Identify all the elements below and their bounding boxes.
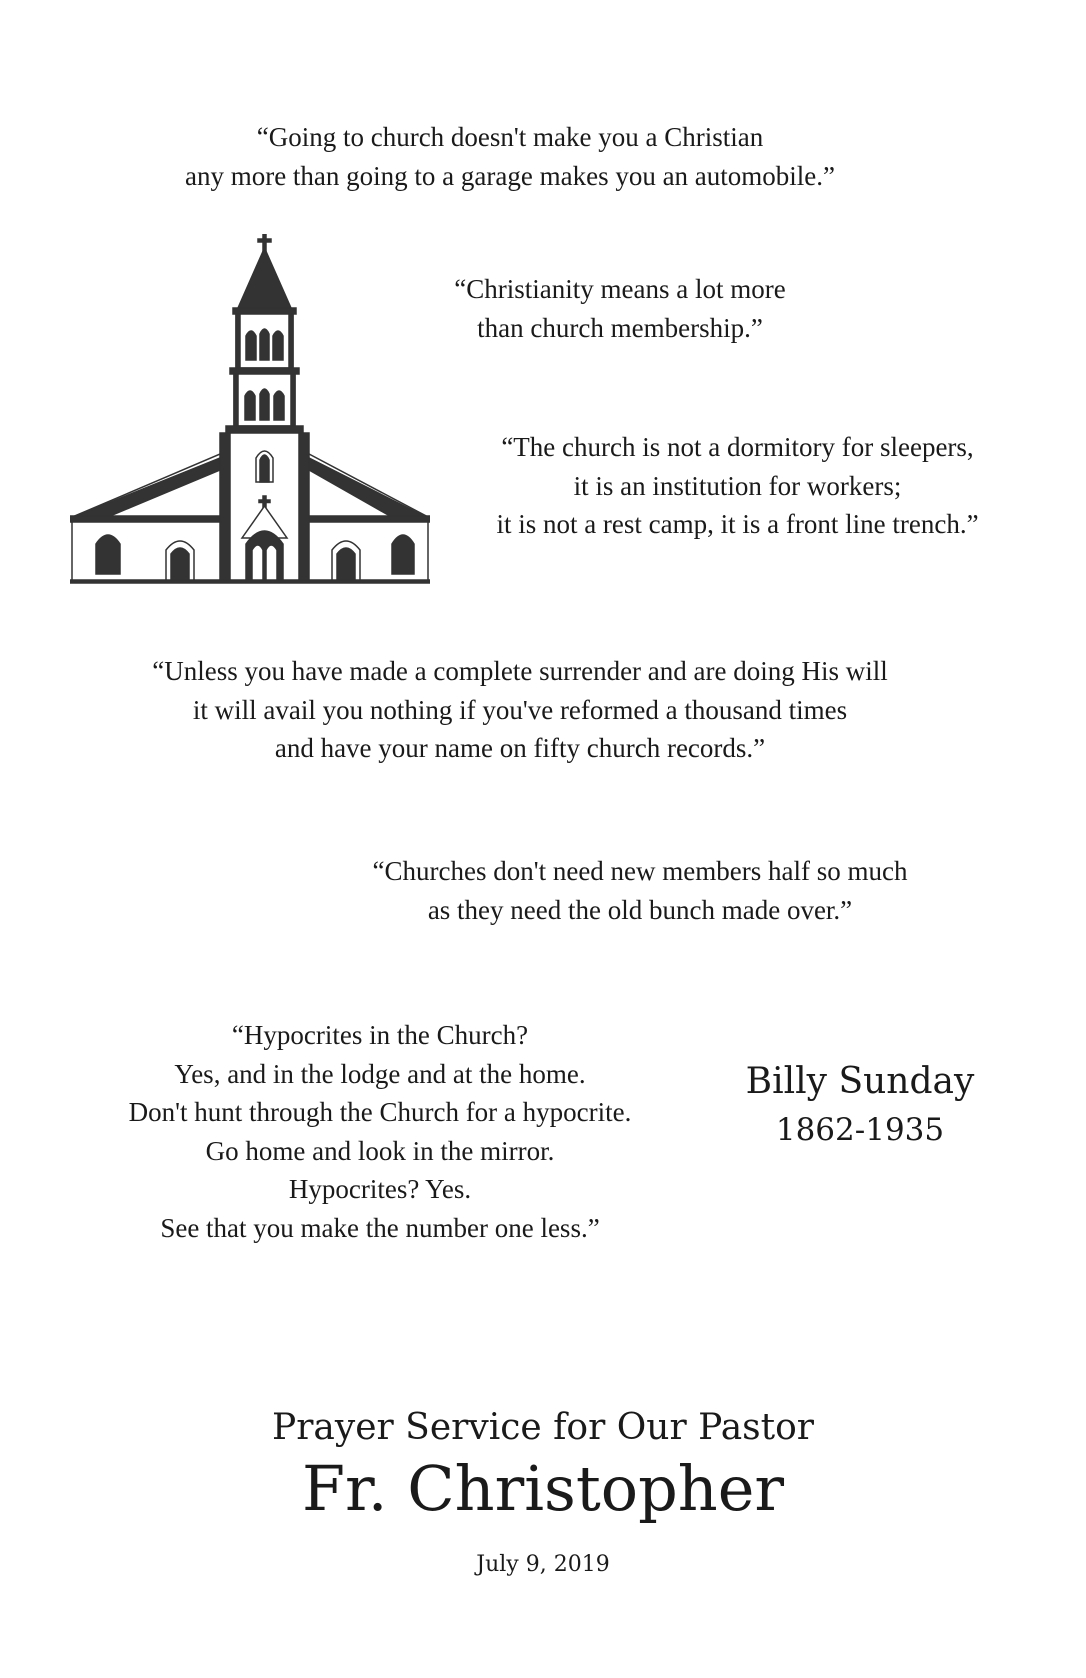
attribution [720,1058,1000,1154]
footer [0,1404,1086,1580]
quote-line: “Unless you have made a complete surrender and are doing His will [152,656,888,686]
quote-line: “The church is not a dormitory for sleepers, [501,432,974,462]
quote-line: as they need the old bunch made over.” [427,894,853,925]
service-date: July 9, 2019 [476,1552,610,1577]
quote-line: See that you make the number one less.” [160,1212,600,1243]
quote-6 [90,1016,670,1247]
church-icon [70,234,430,596]
quote-2 [400,270,840,347]
quote-line: Don't hunt through the Church for a hypocrite. [128,1097,632,1127]
quote-5 [330,852,950,929]
pastor-name: Fr. Christopher [301,1452,785,1525]
quote-line: any more than going to a garage makes you an automobile.” [184,160,836,191]
quote-line: and have your name on fifty church records.” [274,733,766,763]
quote-line: “Christianity means a lot more [454,274,786,304]
quote-1 [120,118,900,195]
quote-4 [100,652,940,768]
quote-line: Hypocrites? Yes. [288,1174,472,1204]
quote-line: “Churches don't need new members half so much [372,856,908,886]
quote-line: “Going to church doesn't make you a Christian [256,122,764,152]
quote-line: it will avail you nothing if you've reformed a thousand times [192,694,848,725]
quote-line: it is an institution for workers; [573,470,902,501]
quote-line: it is not a rest camp, it is a front line trench.” [496,509,979,539]
quote-line: Yes, and in the lodge and at the home. [174,1058,586,1089]
author-years: 1862-1935 [775,1112,945,1148]
quote-line: “Hypocrites in the Church? [231,1020,529,1050]
quote-3 [460,428,1015,544]
author-name: Billy Sunday [745,1061,975,1102]
service-title: Prayer Service for Our Pastor [271,1407,815,1448]
quote-line: than church membership.” [477,312,763,343]
quote-line: Go home and look in the mirror. [205,1135,555,1166]
